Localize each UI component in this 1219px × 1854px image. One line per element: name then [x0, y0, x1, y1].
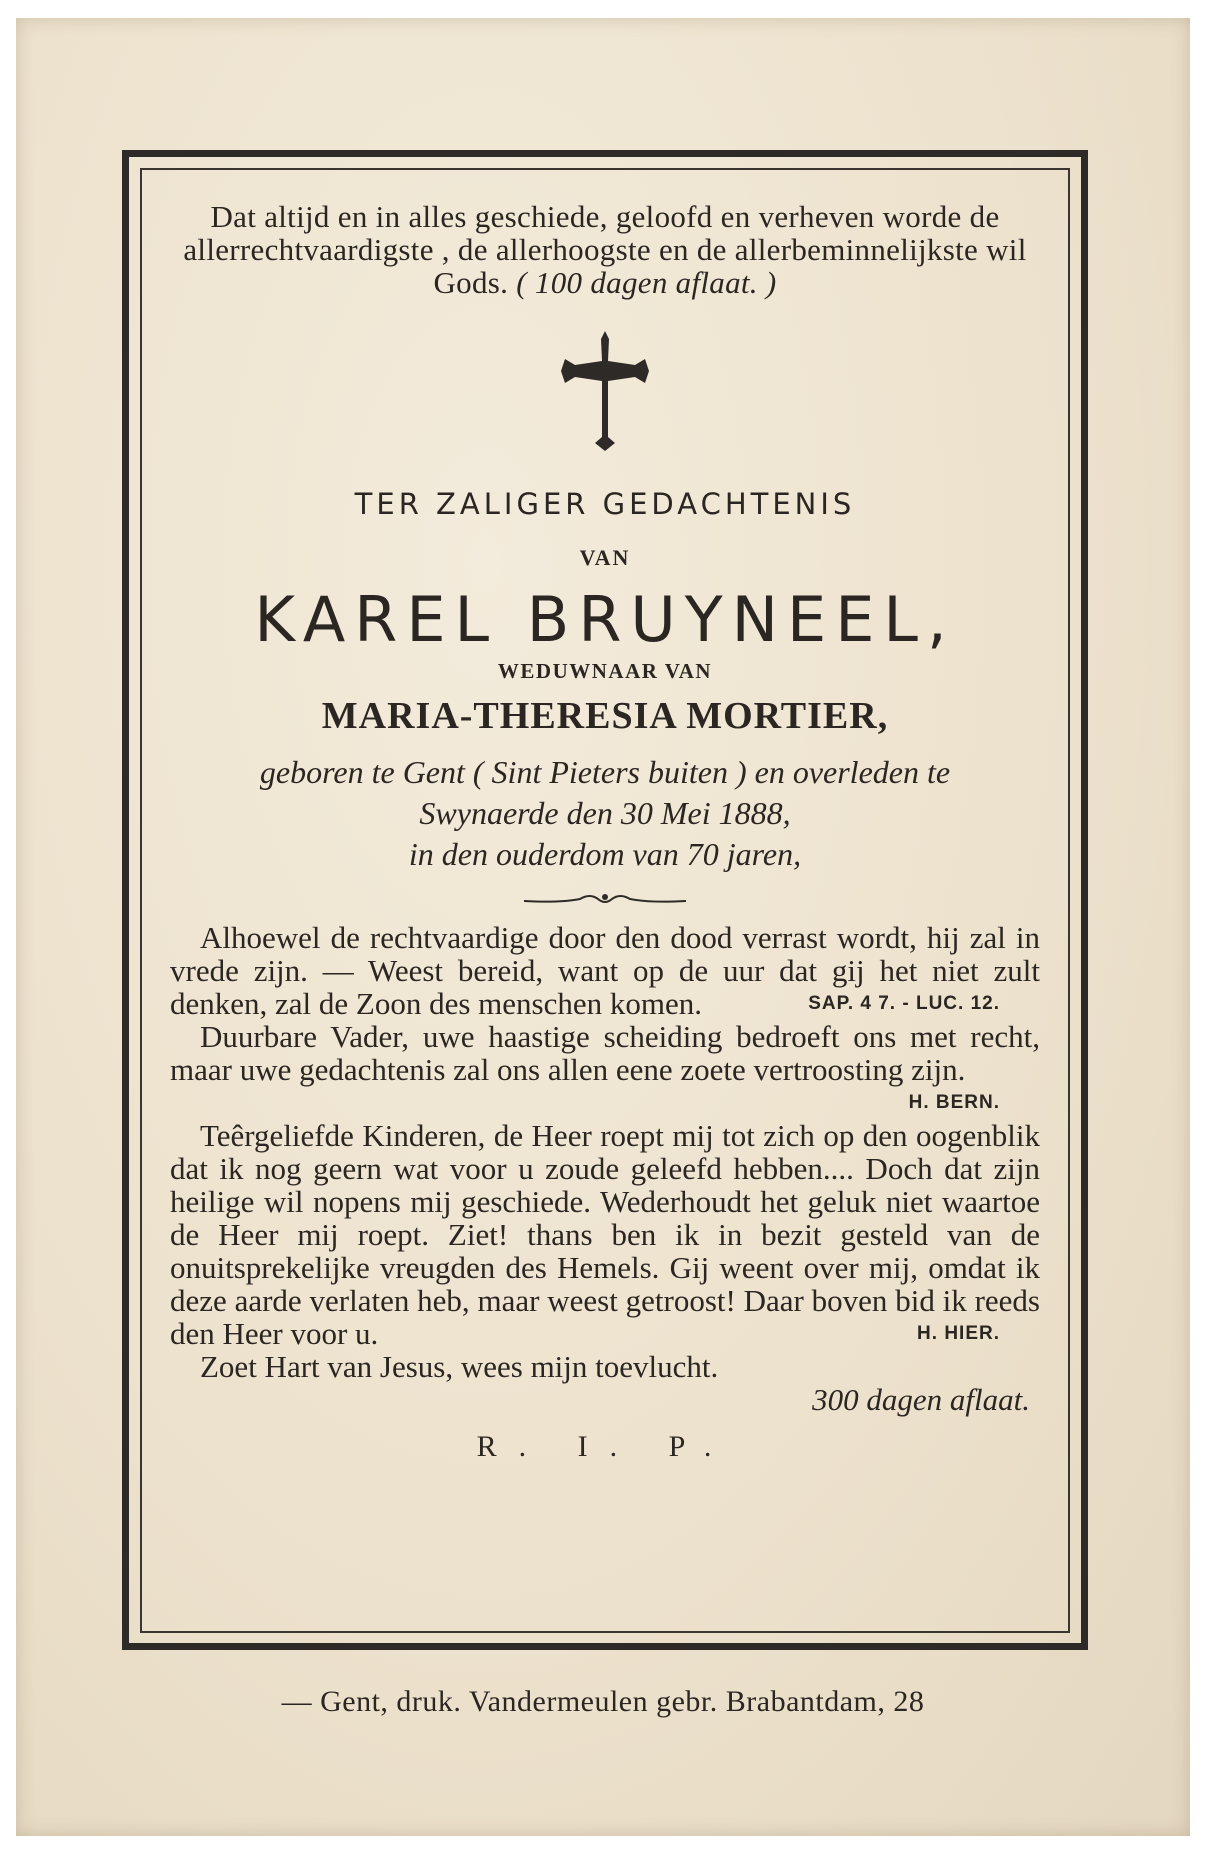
birth-line-1: geboren te Gent ( Sint Pieters buiten ) en overleden te — [259, 754, 951, 790]
closing-prayer: Zoet Hart van Jesus, wees mijn toevlucht. — [200, 1349, 719, 1384]
deceased-name: KAREL BRUYNEEL, — [254, 583, 956, 656]
closing-indulgence: 300 dagen aflaat. — [812, 1382, 1030, 1417]
opening-prayer — [170, 200, 1040, 299]
rip-label: R. I. P. — [476, 1430, 734, 1463]
ornament-divider-icon — [520, 889, 690, 909]
widower-label: WEDUWNAAR VAN — [497, 659, 713, 683]
birth-death-details — [170, 752, 1040, 875]
prayer-indulgence: ( 100 dagen aflaat. ) — [516, 265, 777, 300]
van-label: VAN — [579, 545, 631, 570]
birth-line-2: Swynaerde den 30 Mei 1888, — [419, 795, 791, 831]
card-content — [170, 200, 1040, 1464]
verse-reference: H. BERN. — [908, 1092, 1000, 1113]
spouse-name: MARIA-THERESIA MORTIER, — [321, 695, 889, 737]
verse-text: Teêrgeliefde Kinderen, de Heer roept mij tot zich op den oogenblik dat ik nog geern wat voor u zoude geleefd hebben.... Doch dat zijn heilige wil nopens mij geschiede. Wederhoudt het geluk niet waartoe de Heer mij roept. Ziet! thans ben ik in bezit gesteld van de onuitsprekelijke vreugden des Hemels. Gij weent over mij, omdat ik deze aarde verlaten heb, maar weest getroost! Daar boven bid ik reeds den Heer voor u. — [170, 1118, 1040, 1351]
prayer-text: Dat altijd en in alles geschiede, geloofd en verheven worde de allerrechtvaardigste , de allerhoogste en de allerbeminnelijkste wil Gods. — [183, 199, 1027, 300]
verse-text: Alhoewel de rechtvaardige door den dood verrast wordt, hij zal in vrede zijn. — Weest bereid, want op de uur dat gij het niet zult denken, zal de Zoon des menschen komen. — [170, 920, 1040, 1021]
verses-block — [170, 921, 1040, 1416]
verse-3 — [170, 1119, 1040, 1350]
verse-1 — [170, 921, 1040, 1020]
birth-line-3: in den ouderdom van 70 jaren, — [408, 836, 802, 872]
verse-reference: SAP. 4 7. - LUC. 12. — [808, 993, 1000, 1014]
memorial-heading: TER ZALIGER GEDACHTENIS — [354, 487, 856, 521]
printer-credit: — Gent, druk. Vandermeulen gebr. Brabantdam, 28 — [281, 1685, 925, 1718]
verse-text: Duurbare Vader, uwe haastige scheiding bedroeft ons met recht, maar uwe gedachtenis zal ons allen eene zoete vertroosting zijn. — [170, 1019, 1040, 1087]
verse-reference: H. HIER. — [917, 1323, 1000, 1344]
cross-icon — [555, 329, 655, 453]
verse-2 — [170, 1020, 1040, 1119]
